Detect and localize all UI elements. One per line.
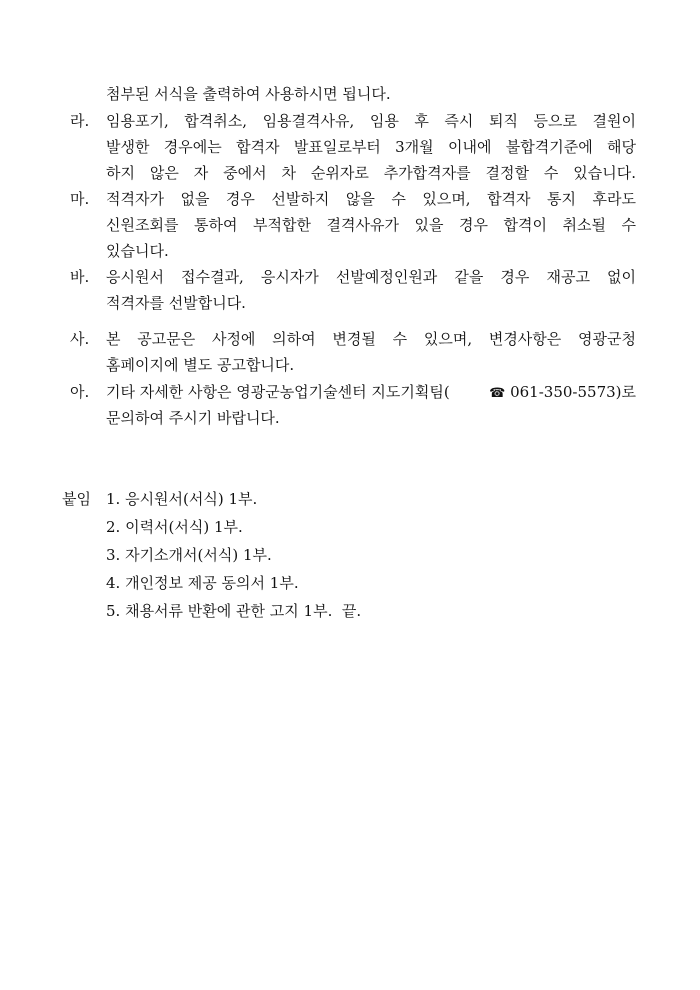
item-text-line: 있습니다. (106, 242, 169, 260)
item-text-line: 홈페이지에 별도 공고합니다. (106, 356, 295, 374)
item-text-line: 문의하여 주시기 바랍니다. (106, 409, 280, 427)
item-text-line (106, 382, 636, 404)
item-text-line: 본 공고문은 사정에 의하여 변경될 수 있으며, 변경사항은 영광군청 (106, 330, 636, 348)
attachments-label: 붙임 (62, 490, 91, 508)
attachment-item: 2. 이력서(서식) 1부. (106, 518, 243, 536)
contact-text: 기타 자세한 사항은 영광군농업기술센터 지도기획팀( (106, 383, 450, 401)
item-label: 사. (70, 330, 90, 348)
item-label: 라. (70, 112, 90, 130)
attachment-item: 3. 자기소개서(서식) 1부. (106, 546, 272, 564)
attachment-item: 5. 채용서류 반환에 관한 고지 1부. 끝. (106, 602, 362, 620)
item-label: 아. (70, 383, 90, 401)
item-text-line: 적격자가 없을 경우 선발하지 않을 수 있으며, 합격자 통지 후라도 (106, 190, 636, 208)
phone-number: 061-350-5573 (510, 383, 616, 401)
item-label: 마. (70, 190, 90, 208)
item-text-line: 발생한 경우에는 합격자 발표일로부터 3개월 이내에 불합격기준에 해당 (106, 138, 636, 156)
item-label: 바. (70, 268, 90, 286)
item-text-line: 응시원서 접수결과, 응시자가 선발예정인원과 같을 경우 재공고 없이 (106, 268, 636, 286)
item-text-line: 신원조회를 통하여 부적합한 결격사유가 있을 경우 합격이 취소될 수 (106, 216, 636, 234)
attachment-item: 1. 응시원서(서식) 1부. (106, 490, 258, 508)
previous-item-continuation: 첨부된 서식을 출력하여 사용하시면 됩니다. (106, 85, 391, 103)
contact-text-tail: )로 (615, 383, 636, 401)
attachment-item: 4. 개인정보 제공 동의서 1부. (106, 574, 299, 592)
contact-phone (489, 382, 636, 404)
telephone-icon: ☎ (489, 386, 506, 401)
item-text-line: 하지 않은 자 중에서 차 순위자로 추가합격자를 결정할 수 있습니다. (106, 164, 636, 182)
item-text-line: 적격자를 선발합니다. (106, 294, 246, 312)
item-text-line: 임용포기, 합격취소, 임용결격사유, 임용 후 즉시 퇴직 등으로 결원이 (106, 112, 636, 130)
